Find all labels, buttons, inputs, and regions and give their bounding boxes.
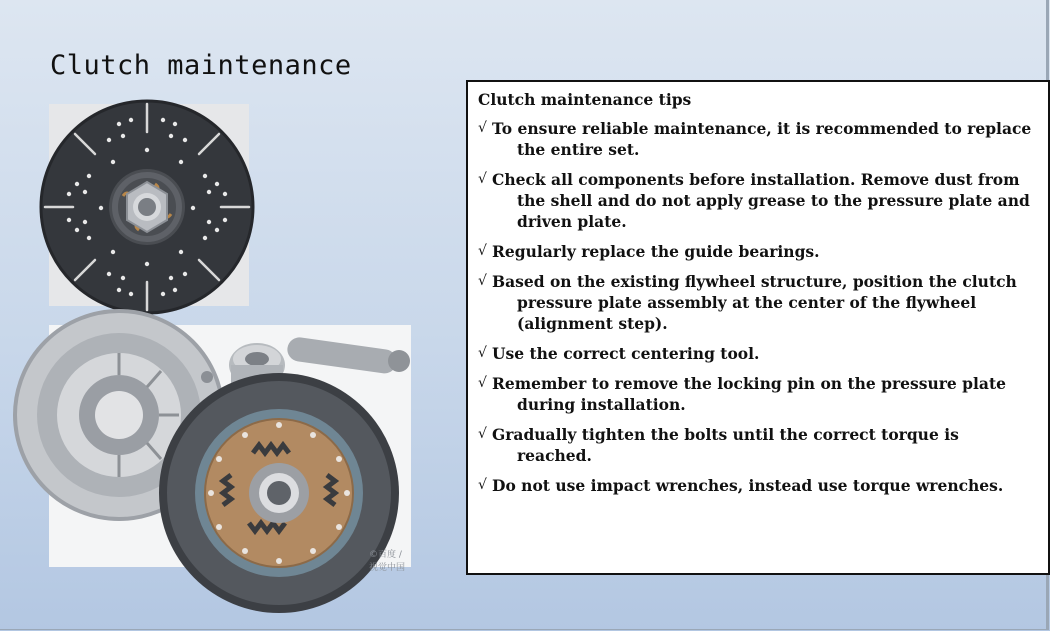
- tip-item: [478, 241, 1038, 262]
- tip-text: Remember to remove the locking pin on the pressure plate during installation.: [492, 374, 1006, 414]
- clutch-disc-illustration: [49, 104, 249, 306]
- photo-credit-watermark: ©百度 / 视觉中国: [369, 550, 406, 573]
- tip-item: [478, 169, 1038, 232]
- driven-plate: [159, 373, 399, 613]
- tip-item: [478, 373, 1038, 415]
- tip-text: Regularly replace the guide bearings.: [492, 242, 820, 261]
- tip-text: Use the correct centering tool.: [492, 344, 760, 363]
- check-icon: √: [478, 345, 487, 361]
- tip-item: [478, 271, 1038, 334]
- tips-heading: Clutch maintenance tips: [478, 90, 692, 109]
- clutch-kit-illustration: [49, 325, 411, 567]
- check-icon: √: [478, 273, 487, 289]
- check-icon: √: [478, 243, 487, 259]
- page-title: Clutch maintenance: [50, 50, 352, 81]
- tip-item: [478, 118, 1038, 160]
- clutch-kit-photo: [49, 325, 411, 573]
- tip-text: Based on the existing flywheel structure, position the clutch pressure plate assembly at the center of the flywheel (alignment step).: [492, 272, 1017, 333]
- tip-text: Gradually tighten the bolts until the correct torque is reached.: [492, 425, 959, 465]
- tips-box: [466, 80, 1050, 575]
- tip-text: Do not use impact wrenches, instead use torque wrenches.: [492, 476, 1004, 495]
- tip-list: [478, 118, 1038, 496]
- tip-item: [478, 424, 1038, 466]
- check-icon: √: [478, 426, 487, 442]
- check-icon: √: [478, 171, 487, 187]
- tip-item: [478, 475, 1038, 496]
- tip-item: [478, 343, 1038, 364]
- check-icon: √: [478, 120, 487, 136]
- tip-text: To ensure reliable maintenance, it is recommended to replace the entire set.: [492, 119, 1032, 159]
- check-icon: √: [478, 375, 487, 391]
- tip-text: Check all components before installation. Remove dust from the shell and do not apply grease to the pressure plate and driven plate.: [492, 170, 1030, 231]
- clutch-disc-photo: [49, 104, 249, 306]
- check-icon: √: [478, 477, 487, 493]
